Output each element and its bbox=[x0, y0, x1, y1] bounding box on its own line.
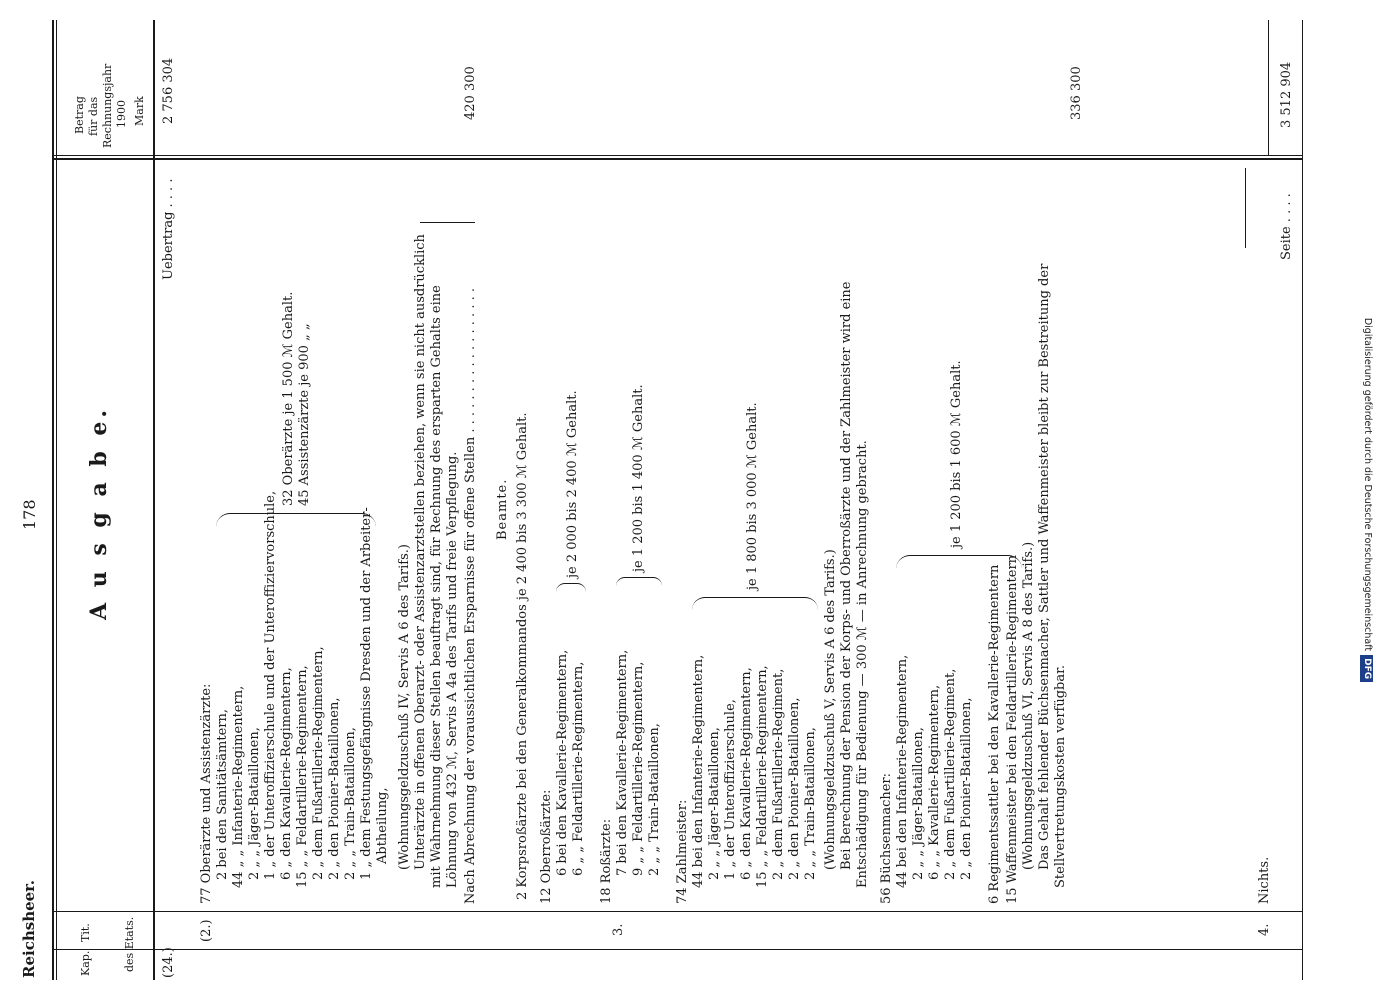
beamte-heading: Beamte. bbox=[495, 478, 510, 540]
z-line-2: 2 „ „ Jäger-Bataillonen, bbox=[707, 727, 722, 880]
tit-4: 4. bbox=[1257, 923, 1272, 936]
r-line-2: 9 „ „ Feldartillerie-Regimentern, bbox=[631, 661, 646, 876]
b-line-5: 2 „ den Pionier-Bataillonen, bbox=[959, 697, 974, 880]
z-line-4: 6 „ den Kavallerie-Regimentern, bbox=[739, 667, 754, 880]
z-line-3: 1 „ der Unteroffizierschule, bbox=[723, 699, 738, 880]
tit-2: (2.) bbox=[199, 919, 214, 942]
col-header-des-etats: des Etats. bbox=[123, 916, 136, 972]
oa-brace bbox=[216, 513, 376, 528]
sum-rule bbox=[1268, 20, 1269, 156]
z-line-7: 2 „ den Pionier-Bataillonen, bbox=[787, 697, 802, 880]
b-line-1: 44 bei den Infanterie-Regimentern, bbox=[895, 654, 910, 888]
col-header-betrag-4: 1900 bbox=[115, 100, 128, 128]
oa-line-10: 1 „ dem Festungsgefängnisse Dresden und der Arbeiter- bbox=[359, 507, 374, 880]
oa-line-4: 1 „ der Unteroffizierschule und der Unteroffiziervorschule, bbox=[263, 490, 278, 880]
col-divider-amount-2 bbox=[52, 155, 1302, 156]
tit-3: 3. bbox=[611, 923, 626, 936]
oa-sum-bar bbox=[420, 222, 475, 223]
col-header-tit: Tit. bbox=[79, 923, 92, 942]
oa-line-7: 2 „ dem Fußartillerie-Regimentern, bbox=[311, 646, 326, 880]
col-divider-kap bbox=[52, 949, 1302, 950]
waffen-line-3: Das Gehalt fehlender Büchsenmacher, Sattler und Waffenmeister bleibt zur Bestreitung der bbox=[1037, 263, 1052, 870]
or-line-2: 6 „ „ Feldartillerie-Regimentern, bbox=[571, 661, 586, 876]
waffen-line-4: Stellvertretungskosten verfügbar. bbox=[1053, 664, 1068, 888]
header-bottom-rule bbox=[153, 20, 155, 980]
nichts-line: Nichts. bbox=[1257, 856, 1272, 904]
oa-note-2: Unterärzte in offenen Oberarzt- oder Assistenzarztstellen beziehen, wenn sie nicht ausdrücklich bbox=[413, 234, 428, 870]
z-line-1: 44 bei den Infanterie-Regimentern, bbox=[691, 654, 706, 888]
b-line-3: 6 „ „ Kavallerie-Regimentern, bbox=[927, 684, 942, 880]
dfg-credit-strip bbox=[1352, 0, 1383, 1000]
oa-line-8: 2 „ den Pionier-Bataillonen, bbox=[327, 697, 342, 880]
oberaerzte-heading: 77 Oberärzte und Assistenzärzte: bbox=[199, 683, 214, 904]
or-gehalt: je 2 000 bis 2 400 ℳ Gehalt. bbox=[565, 390, 580, 578]
col-header-betrag-unit: Mark bbox=[133, 96, 146, 126]
b-line-2: 2 „ „ Jäger-Bataillonen, bbox=[911, 727, 926, 880]
z-note-3: Entschädigung für Bedienung — 300 ℳ — in Anrechnung gebracht. bbox=[855, 440, 870, 888]
z-line-8: 2 „ „ Train-Bataillonen, bbox=[803, 727, 818, 880]
col-header-betrag-3: Rechnungsjahr bbox=[101, 63, 114, 148]
oa-note-1: (Wohnungsgeldzuschuß IV, Servis A 6 des Tarifs.) bbox=[397, 544, 412, 870]
oa-note-4: Löhnung von 432 ℳ, Servis A 4a des Tarifs und freie Verpflegung. bbox=[445, 451, 460, 888]
b-sum-value: 336 300 bbox=[1069, 66, 1084, 120]
oa-gehalt-1: 32 Oberärzte je 1 500 ℳ Gehalt. bbox=[281, 291, 296, 506]
oa-gehalt-2: 45 Assistenzärzte je 900 „ „ bbox=[297, 323, 312, 506]
r-line-1: 7 bei den Kavallerie-Regimentern, bbox=[615, 649, 630, 876]
page-number: 178 bbox=[20, 499, 39, 530]
sattler-line: 6 Regimentssattler bei den Kavallerie-Regimentern bbox=[987, 564, 1002, 904]
oa-abrechnung: Nach Abrechnung der voraussichtlichen Ersparnisse für offene Stellen . . . . . . . . . . . . . . . . . . bbox=[463, 288, 478, 904]
waffen-line-1: 15 Waffenmeister bei den Feldartillerie-Regimentern bbox=[1005, 554, 1020, 904]
dfg-credit bbox=[1352, 0, 1383, 1000]
or-brace bbox=[556, 583, 586, 592]
col-header-kap: Kap. bbox=[79, 950, 92, 976]
oa-note-3: mit Wahrnehmung dieser Stellen beauftragt sind, für Rechnung des ersparten Gehalts eine bbox=[429, 285, 444, 888]
table-top-rule bbox=[52, 20, 54, 980]
waffen-line-2: (Wohnungsgeldzuschuß VI, Servis A 8 des Tarifs.) bbox=[1021, 541, 1036, 870]
seite-rule bbox=[1245, 168, 1246, 248]
oa-line-6: 15 „ „ Feldartillerie-Regimentern, bbox=[295, 665, 310, 888]
oa-line-10b: Abtheilung, bbox=[375, 787, 390, 864]
seite-value: 3 512 904 bbox=[1279, 61, 1294, 128]
oa-line-3: 2 „ „ Jäger-Bataillonen, bbox=[247, 727, 262, 880]
oa-line-9: 2 „ „ Train-Bataillonen, bbox=[343, 727, 358, 880]
col-divider-tit bbox=[52, 911, 1302, 912]
z-gehalt: je 1 800 bis 3 000 ℳ Gehalt. bbox=[745, 402, 760, 590]
oa-line-5: 6 „ den Kavallerie-Regimentern, bbox=[279, 667, 294, 880]
oa-line-1: 2 bei den Sanitätsämtern, bbox=[215, 709, 230, 880]
table-bottom-rule bbox=[1302, 20, 1303, 980]
oa-sum-value: 420 300 bbox=[463, 66, 478, 120]
col-divider-amount bbox=[52, 158, 1302, 160]
zahl-heading: 74 Zahlmeister: bbox=[675, 799, 690, 904]
z-note-1: (Wohnungsgeldzuschuß V, Servis A 6 des Tarifs.) bbox=[823, 549, 838, 870]
b-brace bbox=[896, 555, 1022, 570]
uebertrag-value: 2 756 304 bbox=[161, 57, 176, 124]
b-gehalt: je 1 200 bis 1 600 ℳ Gehalt. bbox=[949, 360, 964, 548]
z-line-6: 2 „ dem Fußartillerie-Regiment, bbox=[771, 668, 786, 880]
b-heading: 56 Büchsenmacher: bbox=[879, 772, 894, 904]
col-header-betrag-1: Betrag bbox=[73, 96, 86, 134]
r-brace bbox=[616, 577, 662, 586]
page-title: A u s g a b e. bbox=[86, 405, 112, 620]
uebertrag-label: Uebertrag . . . . bbox=[161, 178, 176, 280]
z-note-2: Bei Berechnung der Pension der Korps- und Oberroßärzte und der Zahlmeister wird eine bbox=[839, 281, 854, 870]
seite-label: Seite . . . . bbox=[1279, 193, 1294, 260]
z-brace bbox=[692, 597, 818, 610]
col-header-betrag-2: für das bbox=[87, 96, 100, 136]
header-left: Reichsheer. bbox=[20, 880, 38, 978]
r-line-3: 2 „ „ Train-Bataillonen, bbox=[647, 723, 662, 876]
z-line-5: 15 „ „ Feldartillerie-Regimentern, bbox=[755, 665, 770, 888]
oberross-heading: 12 Oberroßärzte: bbox=[539, 789, 554, 904]
or-line-1: 6 bei den Kavallerie-Regimentern, bbox=[555, 649, 570, 876]
oa-line-2: 44 „ „ Infanterie-Regimentern, bbox=[231, 685, 246, 888]
r-gehalt: je 1 200 bis 1 400 ℳ Gehalt. bbox=[631, 384, 646, 572]
ross-heading: 18 Roßärzte: bbox=[599, 818, 614, 904]
kap-24: (24.) bbox=[161, 947, 176, 978]
dfg-credit-text: Digitalisierung gefördert durch die Deutsche Forschungsgemeinschaft bbox=[1362, 317, 1373, 652]
dfg-logo-icon: DFG bbox=[1360, 655, 1373, 682]
korps-line: 2 Korpsroßärzte bei den Generalkommandos je 2 400 bis 3 300 ℳ Gehalt. bbox=[515, 412, 530, 900]
table-top-rule-2 bbox=[56, 20, 57, 980]
b-line-4: 2 „ dem Fußartillerie-Regiment, bbox=[943, 668, 958, 880]
